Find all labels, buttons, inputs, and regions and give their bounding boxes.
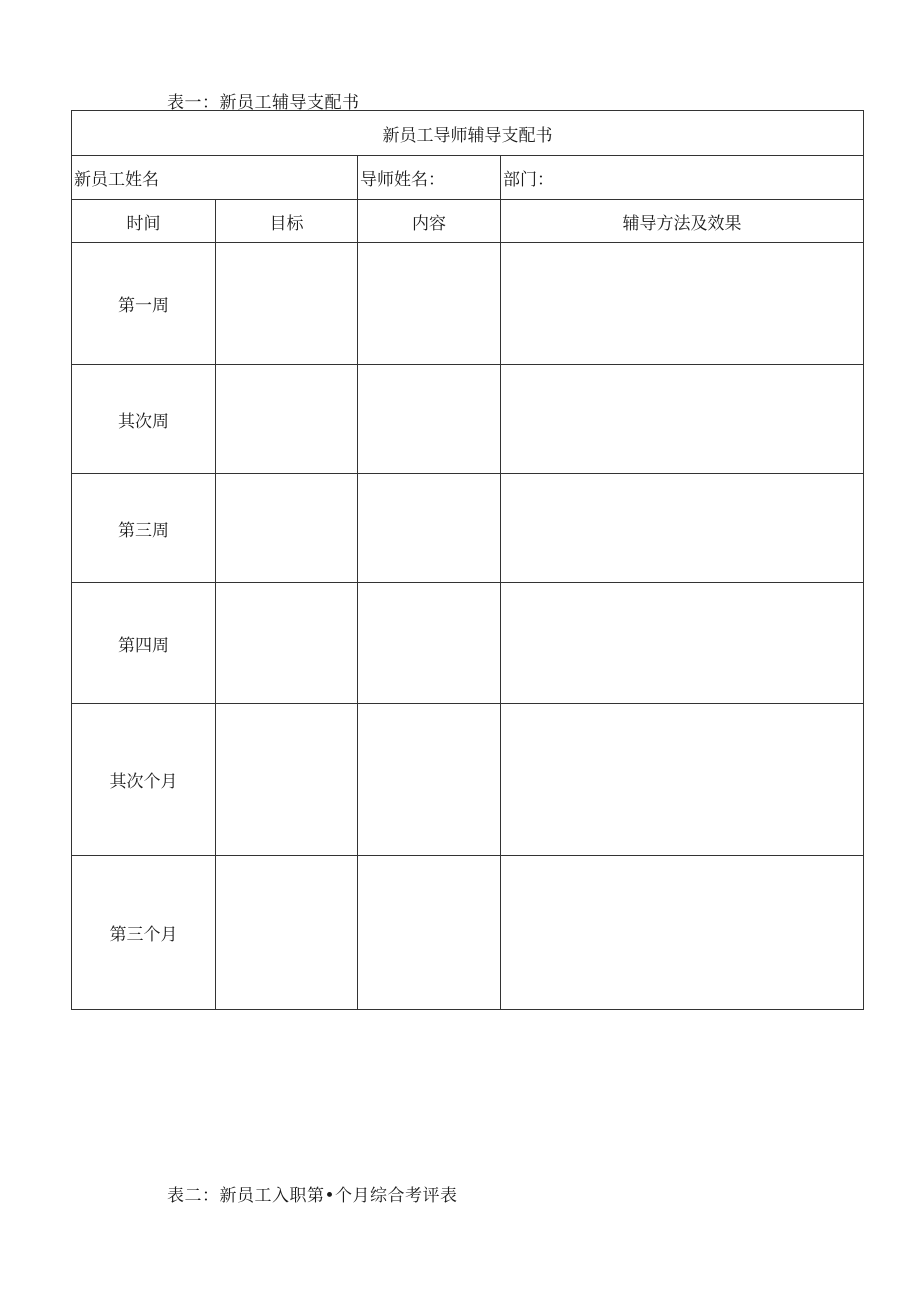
method-effect-cell[interactable] xyxy=(501,243,864,365)
method-effect-cell[interactable] xyxy=(501,474,864,583)
form-title: 新员工导师辅导支配书 xyxy=(72,111,864,156)
method-effect-cell[interactable] xyxy=(501,583,864,704)
content-cell[interactable] xyxy=(358,583,501,704)
table-row xyxy=(72,365,864,474)
employee-name-field[interactable] xyxy=(72,156,358,200)
column-header-content: 内容 xyxy=(358,200,501,243)
goal-cell[interactable] xyxy=(216,243,358,365)
period-label: 第四周 xyxy=(72,583,216,704)
column-header-time: 时间 xyxy=(72,200,216,243)
column-header-goal: 目标 xyxy=(216,200,358,243)
goal-cell[interactable] xyxy=(216,583,358,704)
period-label: 第一周 xyxy=(72,243,216,365)
period-label: 其次周 xyxy=(72,365,216,474)
mentor-name-field[interactable] xyxy=(358,156,501,200)
mentor-name-label: 导师姓名： xyxy=(360,170,445,190)
goal-cell[interactable] xyxy=(216,704,358,856)
table-row xyxy=(72,856,864,1010)
content-cell[interactable] xyxy=(358,856,501,1010)
content-cell[interactable] xyxy=(358,365,501,474)
table-row xyxy=(72,474,864,583)
table-row xyxy=(72,243,864,365)
goal-cell[interactable] xyxy=(216,365,358,474)
content-cell[interactable] xyxy=(358,243,501,365)
goal-cell[interactable] xyxy=(216,474,358,583)
department-field[interactable] xyxy=(501,156,864,200)
content-cell[interactable] xyxy=(358,474,501,583)
table-row xyxy=(72,704,864,856)
column-header-method-effect: 辅导方法及效果 xyxy=(501,200,864,243)
table-2-caption: 表二：新员工入职第•个月综合考评表 xyxy=(167,1186,458,1206)
method-effect-cell[interactable] xyxy=(501,704,864,856)
period-label: 其次个月 xyxy=(72,704,216,856)
table-row xyxy=(72,583,864,704)
period-label: 第三周 xyxy=(72,474,216,583)
period-label: 第三个月 xyxy=(72,856,216,1010)
goal-cell[interactable] xyxy=(216,856,358,1010)
content-cell[interactable] xyxy=(358,704,501,856)
method-effect-cell[interactable] xyxy=(501,365,864,474)
employee-name-label: 新员工姓名 xyxy=(74,170,159,190)
department-label: 部门： xyxy=(503,170,554,190)
mentoring-plan-table xyxy=(71,110,864,1010)
table-1-caption: 表一：新员工辅导支配书 xyxy=(167,93,360,113)
method-effect-cell[interactable] xyxy=(501,856,864,1010)
